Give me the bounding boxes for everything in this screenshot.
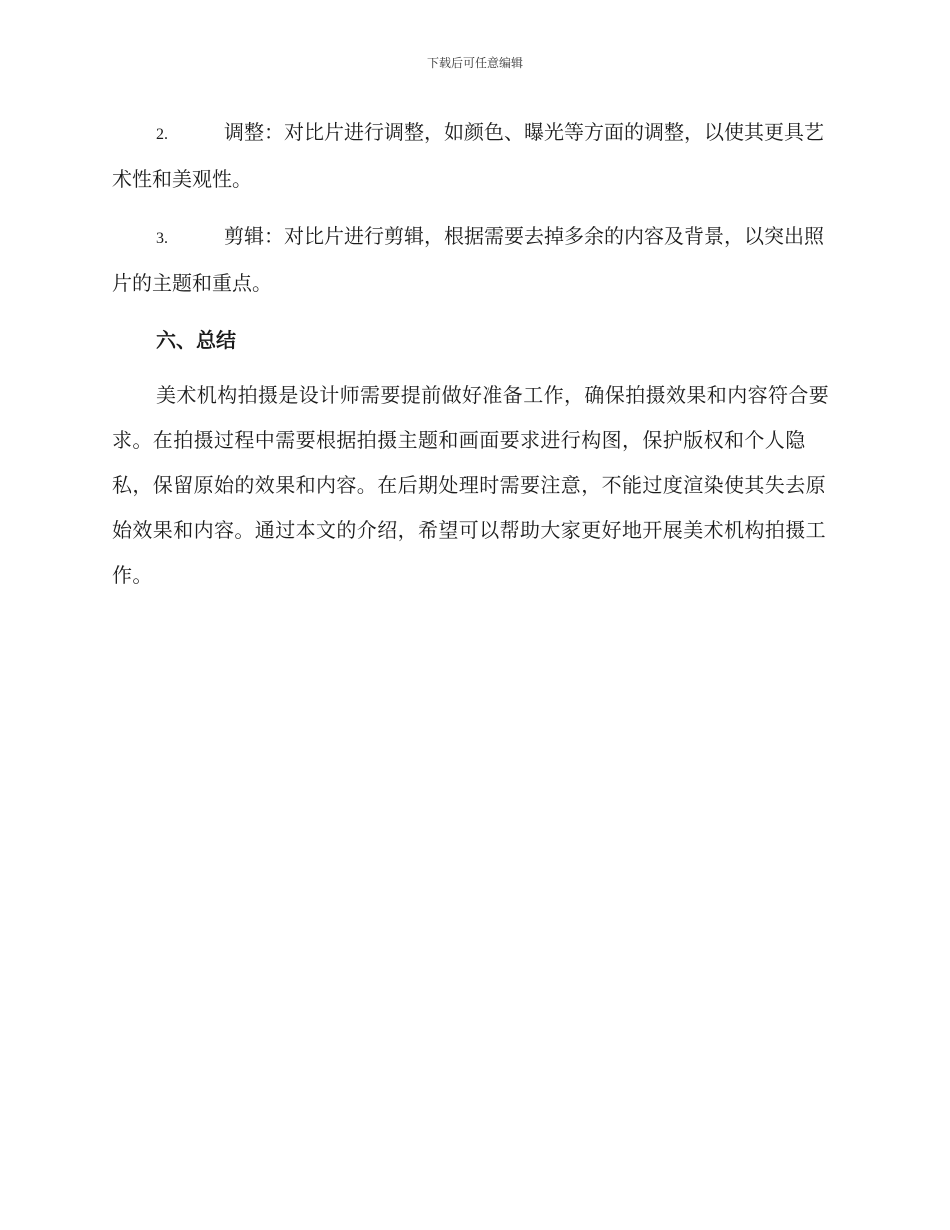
- page-header: 下载后可任意编辑: [426, 56, 523, 70]
- list-item-number: 2.: [156, 126, 168, 143]
- summary-paragraph: 美术机构拍摄是设计师需要提前做好准备工作，确保拍摄效果和内容符合要求。在拍摄过程中需要根据拍摄主题和画面要求进行构图，保护版权和个人隐私，保留原始的效果和内容。在后期处理时需要注意，不能过度渲染使其失去原始效果和内容。通过本文的介绍，希望可以帮助大家更好地开展美术机构拍摄工作。: [112, 383, 830, 587]
- section-heading: 六、总结: [156, 328, 236, 352]
- list-item-number: 3.: [156, 230, 168, 247]
- list-item-text: 调整：对比片进行调整，如颜色、曝光等方面的调整，以使其更具艺术性和美观性。: [112, 120, 824, 191]
- list-item: [112, 214, 834, 306]
- list-item-text: 剪辑：对比片进行剪辑，根据需要去掉多余的内容及背景，以突出照片的主题和重点。: [112, 224, 824, 295]
- list-item: [112, 110, 834, 202]
- document-body: [112, 110, 834, 598]
